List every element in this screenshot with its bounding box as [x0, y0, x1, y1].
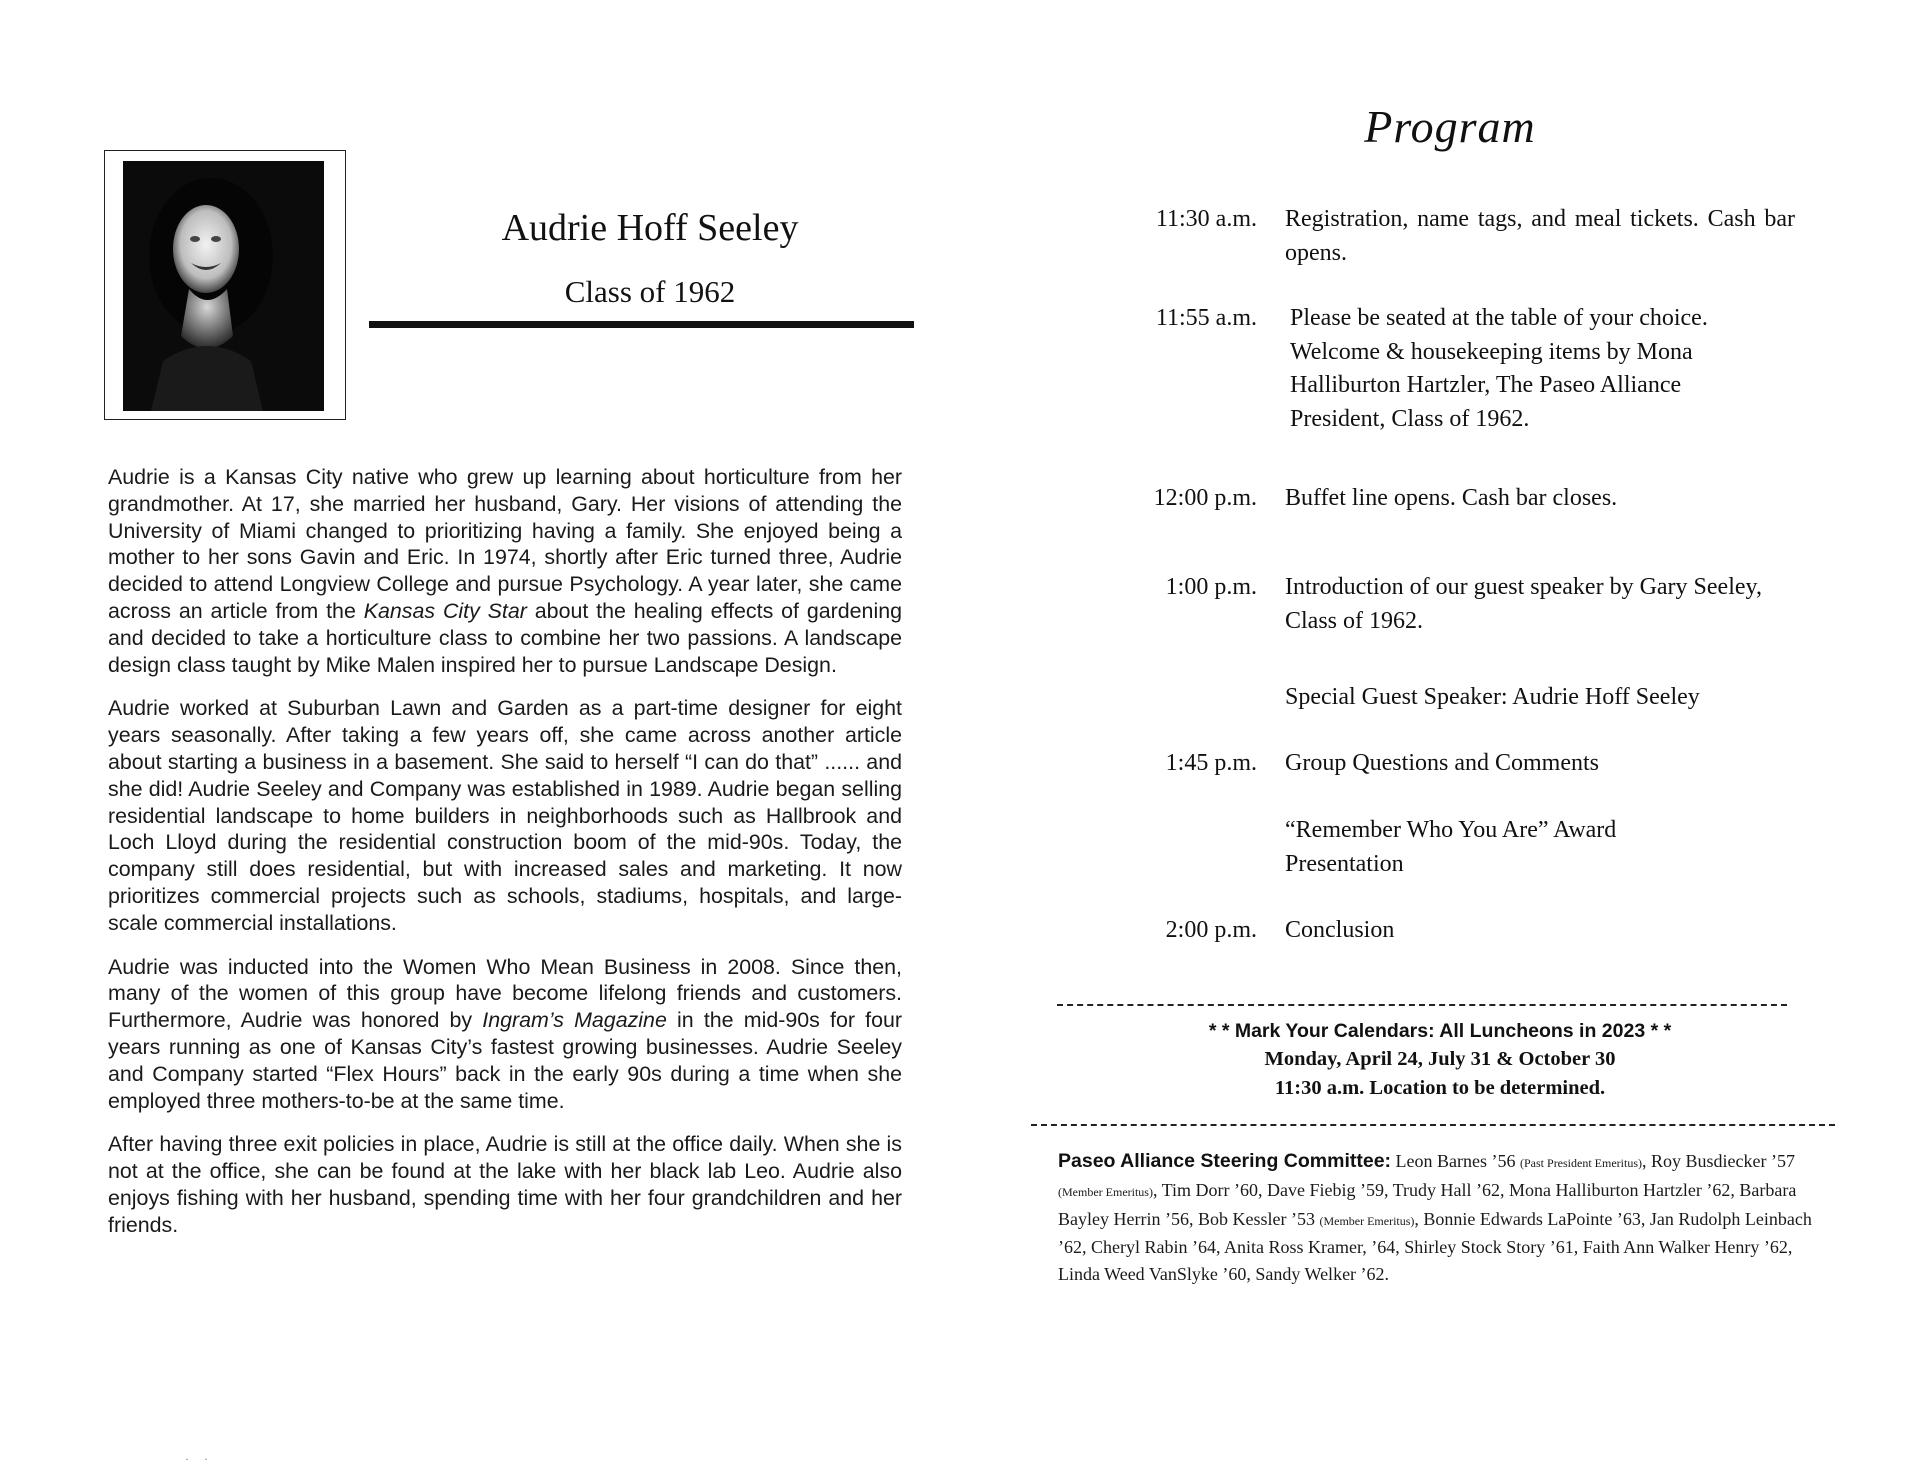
portrait-frame [104, 150, 346, 420]
program-time: 2:00 p.m. [1165, 917, 1257, 943]
program-time: 11:30 a.m. [1155, 206, 1257, 232]
bio-text-span: about the healing effects of gardening and decided to take a horticulture class to combine her two passions. A landscape design class taught by Mike Malen inspired her to pursue Landscape Design. [108, 598, 902, 677]
calendar-notice [1040, 1017, 1840, 1103]
program-description: Conclusion [1285, 917, 1395, 943]
portrait-image [123, 161, 324, 411]
calendar-time-location: 11:30 a.m. Location to be determined. [1274, 1077, 1606, 1099]
program-time: 11:55 a.m. [1155, 305, 1257, 331]
committee-note: (Member Emeritus) [1058, 1184, 1153, 1199]
calendar-heading: * * Mark Your Calendars: All Luncheons in 2023 * * [1208, 1020, 1672, 1042]
scan-specks: · · [185, 1452, 214, 1466]
program-time: 1:00 p.m. [1165, 574, 1257, 600]
committee-members: , Tim Dorr ’60, Dave Fiebig ’59, Trudy Hall ’62, Mona Halliburton Hartzler ’62, Barbara Bayley Herrin ’56, Bob Kessler ’53 [1058, 1179, 1797, 1229]
dashed-divider-bottom [1031, 1124, 1835, 1126]
program-title: Program [1364, 101, 1536, 152]
bio-paragraph-1 [108, 464, 902, 678]
program-description: Special Guest Speaker: Audrie Hoff Seeley [1285, 684, 1700, 710]
steering-committee [1058, 1148, 1826, 1288]
bio-text-span: in the mid-90s for four years running as one of Kansas City’s fastest growing businesses. Audrie Seeley and Company started “Flex Hours” back in the early 90s during a time when she employed three mothers-to-be at the same time. [108, 1008, 902, 1113]
committee-note: (Past President Emeritus) [1520, 1156, 1642, 1170]
committee-note: (Member Emeritus) [1319, 1213, 1415, 1228]
program-description: Registration, name tags, and meal tickets. Cash bar opens. [1285, 206, 1795, 266]
committee-label: Paseo Alliance Steering Committee: [1058, 1150, 1392, 1172]
bio-class-year: Class of 1962 [564, 274, 736, 309]
program-description: Introduction of our guest speaker by Gary Seeley, Class of 1962. [1285, 574, 1762, 634]
bio-paragraph-4: After having three exit policies in place, Audrie is still at the office daily. When she is not at the office, she can be found at the lake with her black lab Leo. Audrie also enjoys fishing with her husband, spending time with her four grandchildren and her friends. [108, 1132, 902, 1237]
program-time: 12:00 p.m. [1153, 485, 1257, 511]
committee-members: , Bonnie Edwards LaPointe ’63, Jan Rudolph Leinbach ’62, Cheryl Rabin ’64, Anita Ross Kramer, ’64, Shirley Stock Story ’61, Faith Ann Walker Henry ’62, Linda Weed VanSlyke ’60, Sandy Welker ’62. [1058, 1208, 1812, 1285]
bio-paragraph-3 [108, 954, 902, 1115]
bio-text [108, 464, 902, 1256]
committee-members: , Roy Busdiecker ’57 [1642, 1151, 1795, 1171]
bio-italic-publication: Ingram’s Magazine [482, 1008, 667, 1033]
bio-paragraph-2: Audrie worked at Suburban Lawn and Garden as a part-time designer for eight years seasonally. After taking a few years off, she came across another article about starting a business in a basement. She said to herself “I can do that” ...... and she did! Audrie Seeley and Company was established in 1989. Audrie began selling residential landscape to home builders in neighborhoods such as Hallbrook and Loch Lloyd during the residential construction boom of the mid-90s. Today, the company still does residential, but with increased sales and marketing. It now prioritizes commercial projects such as schools, stadiums, hospitals, and large-scale commercial installations. [108, 696, 902, 935]
committee-members: Leon Barnes ’56 [1391, 1151, 1521, 1171]
portrait-photo [123, 161, 324, 411]
program-description: Buffet line opens. Cash bar closes. [1285, 485, 1618, 511]
program-description: Please be seated at the table of your choice. Welcome & housekeeping items by Mona Halliburton Hartzler, The Paseo Alliance President, Class of 1962. [1290, 305, 1708, 432]
dashed-divider-top [1057, 1004, 1787, 1006]
program-description: “Remember Who You Are” Award Presentation [1285, 817, 1617, 877]
bio-italic-publication: Kansas City Star [363, 598, 527, 623]
calendar-dates: Monday, April 24, July 31 & October 30 [1264, 1048, 1616, 1070]
program-time: 1:45 p.m. [1165, 750, 1257, 776]
title-underline-rule [369, 321, 914, 328]
bio-text-span: Audrie is a Kansas City native who grew up learning about horticulture from her grandmother. At 17, she married her husband, Gary. Her visions of attending the University of Miami changed to prioritizing having a family. She enjoyed being a mother to her sons Gavin and Eric. In 1974, shortly after Eric turned three, Audrie decided to attend Longview College and pursue Psychology. A year later, she came across an article from the [108, 465, 902, 623]
bio-text-span: Audrie was inducted into the Women Who Mean Business in 2008. Since then, many of the women of this group have become lifelong friends and customers. Furthermore, Audrie was honored by [108, 954, 902, 1033]
program-description: Group Questions and Comments [1285, 750, 1599, 776]
bio-name: Audrie Hoff Seeley [501, 207, 799, 249]
